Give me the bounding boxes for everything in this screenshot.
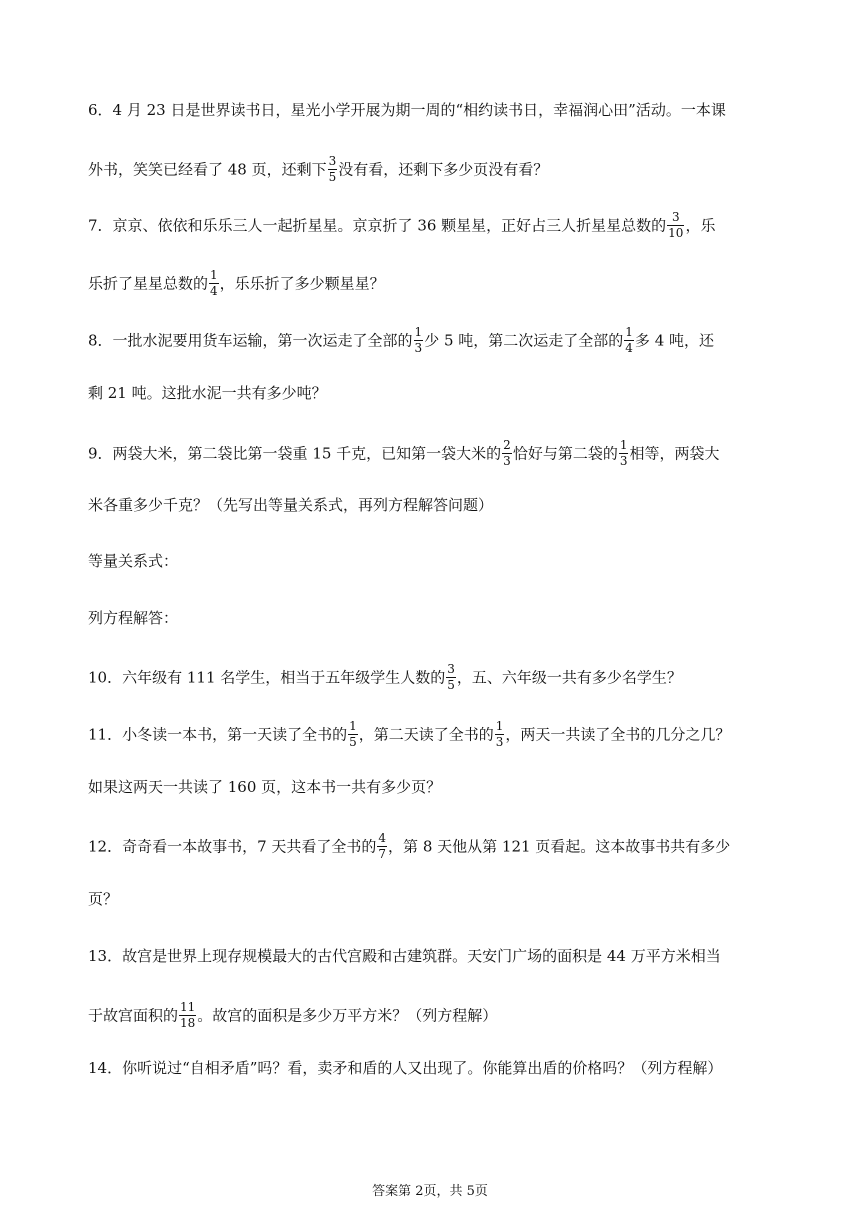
problem-14-line-1: 14．你听说过“自相矛盾”吗？看，卖矛和盾的人又出现了。你能算出盾的价格吗？（列方程解） bbox=[88, 1059, 723, 1077]
fraction: $\frac{1}{4}$ bbox=[625, 325, 633, 355]
problem-13-line-1: 13．故宫是世界上现存规模最大的古代宫殿和古建筑群。天安门广场的面积是 44 万平方米相当 bbox=[88, 947, 721, 965]
problem-10-line-1: 10．六年级有 111 名学生，相当于五年级学生人数的 $\frac{3}{5}$ ，五、六年级一共有多少名学生？ bbox=[88, 662, 682, 692]
problem-6-line-2: 外书，笑笑已经看了 48 页，还剩下 $\frac{3}{5}$ 没有看，还剩下多少页没有看？ bbox=[88, 154, 549, 184]
fraction: $\frac{2}{3}$ bbox=[503, 438, 511, 468]
problem-9-line-1: 9．两袋大米，第二袋比第一袋重 15 千克，已知第一袋大米的 $\frac{2}{3}$ 恰好与第二袋的 $\frac{1}{3}$ 相等，两袋大 bbox=[88, 438, 720, 468]
problem-7-line-1: 7．京京、依依和乐乐三人一起折星星。京京折了 36 颗星星，正好占三人折星星总数的 $\frac{3}{10}$ ，乐 bbox=[88, 210, 716, 240]
problem-13-line-2: 于故宫面积的 $\frac{11}{18}$ 。故宫的面积是多少万平方米？（列方程解） bbox=[88, 1000, 498, 1030]
equation-solution-label: 列方程解答： bbox=[88, 609, 179, 627]
problem-12-line-1: 12．奇奇看一本故事书，7 天共看了全书的 $\frac{4}{7}$ ，第 8 天他从第 121 页看起。这本故事书共有多少 bbox=[88, 831, 731, 861]
problem-8-line-2: 剩 21 吨。这批水泥一共有多少吨？ bbox=[88, 384, 327, 402]
fraction: $\frac{1}{3}$ bbox=[414, 325, 423, 355]
page-footer: 答案第 2页，共 5页 bbox=[372, 1184, 488, 1199]
equivalence-relation-label: 等量关系式： bbox=[88, 552, 179, 570]
fraction: $\frac{11}{18}$ bbox=[180, 1000, 196, 1030]
fraction: $\frac{1}{3}$ bbox=[619, 438, 628, 468]
fraction: $\frac{1}{3}$ bbox=[495, 719, 504, 749]
fraction: $\frac{3}{5}$ bbox=[328, 154, 337, 184]
fraction: $\frac{3}{5}$ bbox=[447, 662, 455, 692]
problem-11-line-1: 11．小冬读一本书，第一天读了全书的 $\frac{1}{5}$ ，第二天读了全书的 $\frac{1}{3}$ ，两天一共读了全书的几分之几？ bbox=[88, 719, 731, 749]
fraction: $\frac{3}{10}$ bbox=[668, 210, 684, 240]
problem-6-line-1: 6．4 月 23 日是世界读书日，星光小学开展为期一周的“相约读书日，幸福润心田”活动。一本课 bbox=[88, 101, 726, 119]
problem-12-line-2: 页？ bbox=[88, 890, 119, 908]
problem-9-line-2: 米各重多少千克？（先写出等量关系式，再列方程解答问题） bbox=[88, 496, 494, 514]
problem-8-line-1: 8．一批水泥要用货车运输，第一次运走了全部的 $\frac{1}{3}$ 少 5 吨，第二次运走了全部的 $\frac{1}{4}$ 多 4 吨，还 bbox=[88, 325, 715, 355]
fraction: $\frac{4}{7}$ bbox=[378, 831, 387, 861]
problem-11-line-2: 如果这两天一共读了 160 页，这本书一共有多少页？ bbox=[88, 778, 442, 796]
fraction: $\frac{1}{4}$ bbox=[210, 268, 218, 298]
fraction: $\frac{1}{5}$ bbox=[349, 719, 357, 749]
problem-7-line-2: 乐折了星星总数的 $\frac{1}{4}$ ，乐乐折了多少颗星星？ bbox=[88, 268, 385, 298]
